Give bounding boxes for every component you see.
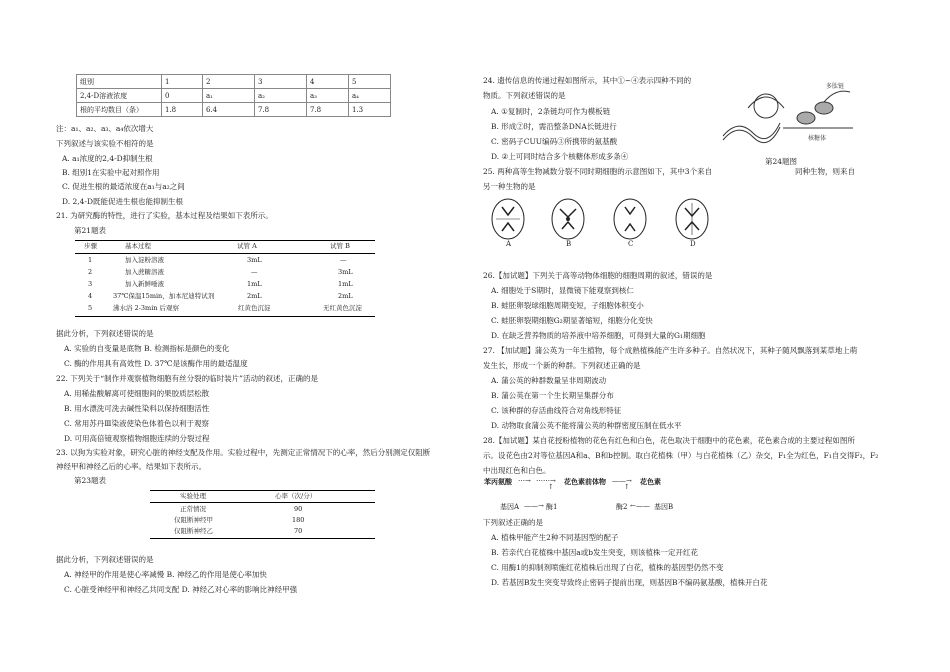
table-cell: 90 bbox=[294, 505, 303, 513]
q20-option-b: B. 组别1在实验中起对照作用 bbox=[62, 168, 160, 177]
q25-stem-line1b: 同种生物，则来自 bbox=[795, 167, 855, 176]
table-row bbox=[75, 303, 375, 314]
q22-option-b: B. 用水漂洗可洗去碱性染料以保持细胞活性 bbox=[64, 404, 210, 413]
q27-option-b: B. 蒲公英在第一个生长期呈集群分布 bbox=[491, 391, 614, 400]
q24-option-a: A. ①复制时，2条链均可作为模板链 bbox=[491, 107, 611, 116]
table-cell: 1.8 bbox=[162, 103, 203, 117]
table-cell: a₂ bbox=[255, 89, 307, 103]
q28-stem-line3: 中出现红色和白色。 bbox=[483, 466, 551, 475]
pathway-mid: 花色素前体物 bbox=[564, 477, 606, 486]
table-row bbox=[150, 515, 375, 526]
table-cell: 仅阻断神经乙 bbox=[174, 527, 213, 535]
table-cell: 2 bbox=[88, 268, 93, 276]
header-cell: 试管 B bbox=[330, 242, 350, 250]
q21-lead: 据此分析，下列叙述错误的是 bbox=[56, 329, 154, 338]
q25-stem-line1: 25. 两种高等生物减数分裂不同时期细胞的示意图如下，其中3个来自 bbox=[483, 167, 713, 176]
table-cell: 5 bbox=[349, 75, 391, 89]
q26-option-b: B. 蛙胚卵裂球细胞周期变短，子细胞体积变小 bbox=[491, 301, 644, 310]
q25-label-a: A bbox=[506, 240, 512, 248]
q22-option-a: A. 用稀盐酸解离可使细胞间的果胶质层松散 bbox=[64, 389, 210, 398]
q27-stem-line2: 发生长，形成一个新的种群。下列叙述正确的是 bbox=[483, 361, 641, 370]
table-cell: 5 bbox=[88, 304, 93, 312]
table-header-row bbox=[150, 491, 375, 502]
table-cell: 1mL bbox=[247, 280, 262, 288]
q28-lead: 下列叙述正确的是 bbox=[483, 518, 543, 527]
table-row bbox=[77, 103, 391, 117]
q26-option-d: D. 在缺乏营养物质的培养液中培养细胞，可得到大量的G₁期细胞 bbox=[491, 331, 706, 340]
q23-caption: 第23题表 bbox=[74, 476, 107, 485]
q25-label-c: C bbox=[628, 240, 634, 248]
q25-label-b: B bbox=[566, 240, 572, 248]
table-cell: 4 bbox=[88, 292, 93, 300]
q25-cell-d bbox=[672, 197, 728, 243]
q20-note: 注：a₁、a₂、a₃、a₄依次增大 bbox=[56, 124, 154, 133]
q26-option-c: C. 蛙胚卵裂期细胞G₂期显著缩短，细胞分化变快 bbox=[491, 316, 653, 325]
pathway-end: 花色素 bbox=[640, 477, 661, 486]
q22-option-d: D. 可用高倍镜观察植物细胞连续的分裂过程 bbox=[64, 434, 210, 443]
enzyme2-label: 酶2 bbox=[616, 503, 628, 511]
q24-stem-line1: 24. 遗传信息的传递过程如图所示，其中①~④表示四种不同的 bbox=[483, 76, 692, 85]
table-cell: 3 bbox=[88, 280, 93, 288]
q27-stem-line1: 27. 【加试题】蒲公英为一年生植物，每个成熟植株能产生许多种子。自然状况下，其种子随风飘落到某草地上萌 bbox=[483, 346, 858, 355]
table-cell: 仅阻断神经甲 bbox=[174, 516, 213, 524]
q22-stem: 22. 下列关于“制作并观察植物细胞有丝分裂的临时装片”活动的叙述，正确的是 bbox=[56, 374, 318, 383]
table-row bbox=[150, 504, 375, 515]
q20-option-a: A. a₁浓度的2,4-D抑制生根 bbox=[62, 154, 153, 163]
header-cell: 试管 A bbox=[237, 242, 257, 250]
table-cell: 3 bbox=[255, 75, 307, 89]
q21-caption: 第21题表 bbox=[74, 226, 107, 235]
table-cell: 2mL bbox=[338, 292, 353, 300]
header-cell: 步骤 bbox=[84, 242, 97, 250]
q24-stem-line2: 物质。下列叙述错误的是 bbox=[483, 91, 566, 100]
header-cell: 心率（次/分） bbox=[275, 492, 317, 500]
q24-option-b: B. 形成②时，需沿整条DNA长链进行 bbox=[491, 122, 617, 131]
table-cell: 3mL bbox=[338, 268, 353, 276]
q28-stem-line1: 28.【加试题】某自花授粉植物的花色有红色和白色，花色取决于细胞中的花色素，花色素合成的主要过程如图所 bbox=[483, 436, 855, 445]
table-cell: 2,4-D溶液浓度 bbox=[77, 89, 162, 103]
header-cell: 基本过程 bbox=[125, 242, 151, 250]
gene-b-label: 基因B bbox=[654, 503, 674, 511]
table-row bbox=[75, 279, 375, 290]
q23-options-ab: A. 神经甲的作用是使心率减慢 B. 神经乙的作用是使心率加快 bbox=[64, 570, 267, 579]
q27-option-c: C. 该种群的存活曲线符合对角线形特征 bbox=[491, 406, 622, 415]
q24-option-d: D. ②上可同时结合多个核糖体形成多条④ bbox=[491, 152, 629, 161]
table-cell: 1mL bbox=[338, 280, 353, 288]
table-cell: a₁ bbox=[203, 89, 255, 103]
q25-cell-b bbox=[548, 197, 604, 243]
table-cell: 37℃保温15min，加本尼迪特试剂 bbox=[113, 292, 215, 300]
q24-caption: 第24题图 bbox=[765, 157, 798, 166]
table-cell: 6.4 bbox=[203, 103, 255, 117]
table-cell: 1 bbox=[162, 75, 203, 89]
table-cell: 3mL bbox=[247, 256, 262, 264]
table-cell: 正常情况 bbox=[180, 505, 206, 513]
q26-option-a: A. 细胞处于S期时，显微镜下能观察到核仁 bbox=[491, 286, 634, 295]
q24-figure bbox=[718, 78, 858, 150]
table-cell: 沸水浴 2-3min 后观察 bbox=[113, 304, 180, 312]
table-cell: 无红黄色沉淀 bbox=[323, 304, 362, 312]
q24-option-c: C. 密码子CUU编码③所携带的氨基酸 bbox=[491, 137, 618, 146]
table-cell: 加入新鲜唾液 bbox=[125, 280, 164, 288]
q28-option-a: A. 植株甲能产生2种不同基因型的配子 bbox=[491, 533, 619, 542]
q20-stem: 下列叙述与该实验不相符的是 bbox=[56, 139, 154, 148]
q20-option-c: C. 促进生根的最适浓度在a₁与a₂之间 bbox=[62, 182, 185, 191]
q23-lead: 据此分析，下列叙述错误的是 bbox=[56, 555, 154, 564]
q28-option-d: D. 若基因B发生突变导致终止密码子提前出现，则基因B不编码氨基酸，植株开白花 bbox=[491, 578, 768, 587]
q27-option-a: A. 蒲公英的种群数量呈非周期波动 bbox=[491, 376, 607, 385]
table-cell: 180 bbox=[292, 516, 305, 524]
q20-option-d: D. 2,4-D既能促进生根也能抑制生根 bbox=[62, 197, 183, 206]
q25-label-d: D bbox=[690, 240, 696, 248]
enzyme1-label: 酶1 bbox=[546, 503, 558, 511]
q21-stem: 21. 为研究酶的特性，进行了实验，基本过程及结果如下表所示。 bbox=[56, 211, 273, 220]
q22-option-c: C. 常用苏丹Ⅲ染液使染色体着色以利于观察 bbox=[64, 419, 209, 428]
q26-stem: 26.【加试题】下列关于高等动物体细胞的细胞周期的叙述，错误的是 bbox=[483, 271, 713, 280]
q28-option-c: C. 用酶1的抑制剂喷施红花植株后出现了白花，植株的基因型仍然不变 bbox=[491, 563, 724, 572]
q21-options-ab: A. 实验的自变量是底物 B. 检测指标是颜色的变化 bbox=[64, 344, 230, 353]
table-cell: 加入蔗糖溶液 bbox=[125, 268, 164, 276]
q20-table bbox=[76, 74, 391, 117]
table-cell: 2mL bbox=[247, 292, 262, 300]
table-cell: 组别 bbox=[77, 75, 162, 89]
pathway-start: 苯丙氨酸 bbox=[484, 477, 512, 486]
q23-stem-line2: 神经甲和神经乙后的心率。结果如下表所示。 bbox=[56, 462, 206, 471]
table-row bbox=[75, 291, 375, 302]
q25-cell-c bbox=[610, 197, 666, 243]
table-row bbox=[77, 89, 391, 103]
table-row bbox=[150, 526, 375, 537]
table-row bbox=[75, 267, 375, 278]
table-cell: 1 bbox=[88, 256, 93, 264]
table-header-row bbox=[75, 241, 375, 252]
q28-pathway-diagram: 苯丙氨酸 ⋯→ ⋯⋯→ 花色素前体物 ——→ 花色素 ↑ ↑ 基因A ——→ 酶1 酶2 ←—— 基因B bbox=[484, 477, 674, 511]
gene-a-label: 基因A bbox=[500, 503, 520, 511]
q21-options-cd: C. 酶的作用具有高效性 D. 37℃是该酶作用的最适温度 bbox=[64, 359, 248, 368]
q25-cell-a bbox=[488, 197, 544, 243]
table-cell: 加入淀粉溶液 bbox=[125, 256, 164, 264]
table-cell: — bbox=[340, 256, 347, 264]
table-cell: 0 bbox=[162, 89, 203, 103]
header-cell: 实验处理 bbox=[180, 492, 206, 500]
peptide-label: 多肽链 bbox=[826, 83, 845, 90]
q25-stem-line2: 另一种生物的是 bbox=[483, 182, 536, 191]
table-cell: 70 bbox=[294, 527, 303, 535]
table-cell: 7.8 bbox=[307, 103, 349, 117]
ribosome-label: 核糖体 bbox=[808, 135, 827, 142]
q23-stem-line1: 23. 以狗为实验对象，研究心脏的神经支配及作用。实验过程中，先测定正常情况下的心率，然后分别测定仅阻断 bbox=[56, 448, 431, 457]
table-row bbox=[77, 75, 391, 89]
table-cell: 1.3 bbox=[349, 103, 391, 117]
q28-option-b: B. 若亲代白花植株中基因a或b发生突变，则该植株一定开红花 bbox=[491, 548, 699, 557]
q27-option-d: D. 动物取食蒲公英不能将蒲公英的种群密度压制在低水平 bbox=[491, 421, 682, 430]
table-cell: 红黄色沉淀 bbox=[238, 304, 271, 312]
q28-stem-line2: 示。设花色由2对等位基因A和a、B和b控制。取白花植株（甲）与白花植株（乙）杂交，F₁全为红色，F₁自交得F₂，F₂ bbox=[483, 451, 879, 460]
table-cell: 4 bbox=[307, 75, 349, 89]
table-cell: 2 bbox=[203, 75, 255, 89]
table-row bbox=[75, 255, 375, 266]
q23-options-cd: C. 心脏受神经甲和神经乙共同支配 D. 神经乙对心率的影响比神经甲强 bbox=[64, 585, 298, 594]
table-cell: 7.8 bbox=[255, 103, 307, 117]
table-cell: a₄ bbox=[349, 89, 391, 103]
table-cell: — bbox=[251, 268, 258, 276]
table-cell: a₃ bbox=[307, 89, 349, 103]
table-cell: 根的平均数目（条） bbox=[77, 103, 162, 117]
